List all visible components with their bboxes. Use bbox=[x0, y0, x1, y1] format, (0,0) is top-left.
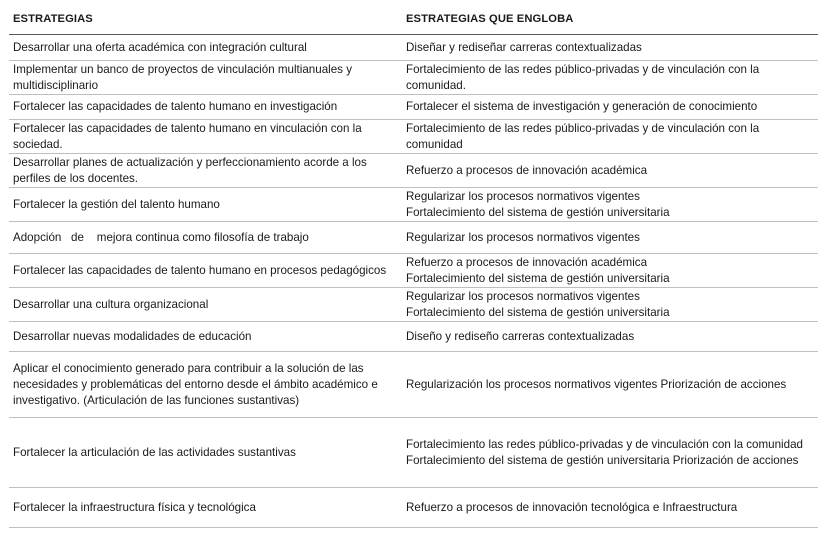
engloba-cell bbox=[402, 487, 818, 527]
estrategia-cell: Aplicar el conocimiento generado para contribuir a la solución de las necesidades y problemáticas del entorno desde el ámbito académico e investigativo. (Articulación de las funciones sustantivas) bbox=[9, 351, 402, 417]
engloba-cell bbox=[402, 351, 818, 417]
engloba-cell bbox=[402, 94, 818, 119]
engloba-item: Refuerzo a procesos de innovación tecnológica e Infraestructura bbox=[406, 500, 738, 514]
estrategia-cell: Fortalecer las capacidades de talento humano en investigación bbox=[9, 94, 402, 119]
engloba-item: Refuerzo a procesos de innovación académica bbox=[406, 163, 648, 177]
estrategia-cell: Desarrollar nuevas modalidades de educación bbox=[9, 321, 402, 351]
table-row bbox=[9, 253, 818, 287]
engloba-item: Regularizar los procesos normativos vigentes bbox=[406, 289, 640, 303]
table-row bbox=[9, 153, 818, 187]
engloba-item: Regularizar los procesos normativos vigentes bbox=[406, 230, 640, 244]
estrategia-cell: Implementar un banco de proyectos de vinculación multianuales y multidisciplinario bbox=[9, 60, 402, 94]
engloba-cell bbox=[402, 153, 818, 187]
engloba-item: Diseñar y rediseñar carreras contextualizadas bbox=[406, 40, 642, 54]
estrategia-cell: Adopción de mejora continua como filosofía de trabajo bbox=[9, 221, 402, 253]
table-row bbox=[9, 94, 818, 119]
estrategia-cell: Fortalecer las capacidades de talento humano en vinculación con la sociedad. bbox=[9, 119, 402, 153]
engloba-cell bbox=[402, 417, 818, 487]
table-header-row bbox=[9, 4, 818, 34]
estrategia-cell: Desarrollar planes de actualización y perfeccionamiento acorde a los perfiles de los docentes. bbox=[9, 153, 402, 187]
strategies-table bbox=[9, 4, 818, 528]
engloba-item: Fortalecimiento las redes público-privadas y de vinculación con la comunidad bbox=[406, 437, 803, 451]
table-row bbox=[9, 321, 818, 351]
estrategia-cell: Fortalecer la articulación de las actividades sustantivas bbox=[9, 417, 402, 487]
header-estrategias: ESTRATEGIAS bbox=[9, 4, 402, 34]
estrategia-cell: Fortalecer las capacidades de talento humano en procesos pedagógicos bbox=[9, 253, 402, 287]
estrategia-cell: Fortalecer la gestión del talento humano bbox=[9, 187, 402, 221]
engloba-cell bbox=[402, 187, 818, 221]
table-row bbox=[9, 34, 818, 60]
estrategia-cell: Fortalecer la infraestructura física y tecnológica bbox=[9, 487, 402, 527]
engloba-item: Fortalecimiento del sistema de gestión universitaria bbox=[406, 205, 670, 219]
engloba-cell bbox=[402, 287, 818, 321]
engloba-cell bbox=[402, 60, 818, 94]
table-row bbox=[9, 351, 818, 417]
engloba-item: Fortalecimiento del sistema de gestión universitaria bbox=[406, 271, 670, 285]
table-row bbox=[9, 60, 818, 94]
engloba-item: Regularización los procesos normativos vigentes Priorización de acciones bbox=[406, 377, 787, 391]
header-estrategias-que-engloba: ESTRATEGIAS QUE ENGLOBA bbox=[402, 4, 818, 34]
engloba-item: Fortalecimiento de las redes público-privadas y de vinculación con la comunidad. bbox=[406, 62, 760, 92]
table-row bbox=[9, 287, 818, 321]
engloba-cell bbox=[402, 221, 818, 253]
engloba-item: Fortalecimiento de las redes público-privadas y de vinculación con la comunidad bbox=[406, 121, 760, 151]
table-row bbox=[9, 487, 818, 527]
engloba-cell bbox=[402, 253, 818, 287]
engloba-item: Regularizar los procesos normativos vigentes bbox=[406, 189, 640, 203]
engloba-item: Refuerzo a procesos de innovación académica bbox=[406, 255, 648, 269]
table-row bbox=[9, 417, 818, 487]
estrategia-cell: Desarrollar una cultura organizacional bbox=[9, 287, 402, 321]
engloba-cell bbox=[402, 119, 818, 153]
engloba-cell bbox=[402, 321, 818, 351]
engloba-item: Fortalecer el sistema de investigación y generación de conocimiento bbox=[406, 100, 758, 113]
table-row bbox=[9, 221, 818, 253]
estrategia-cell: Desarrollar una oferta académica con integración cultural bbox=[9, 34, 402, 60]
engloba-item: Diseño y rediseño carreras contextualizadas bbox=[406, 329, 635, 343]
engloba-item: Fortalecimiento del sistema de gestión universitaria bbox=[406, 305, 670, 319]
table-row bbox=[9, 119, 818, 153]
table-row bbox=[9, 187, 818, 221]
engloba-item: Fortalecimiento del sistema de gestión universitaria Priorización de acciones bbox=[406, 453, 799, 467]
engloba-cell bbox=[402, 34, 818, 60]
